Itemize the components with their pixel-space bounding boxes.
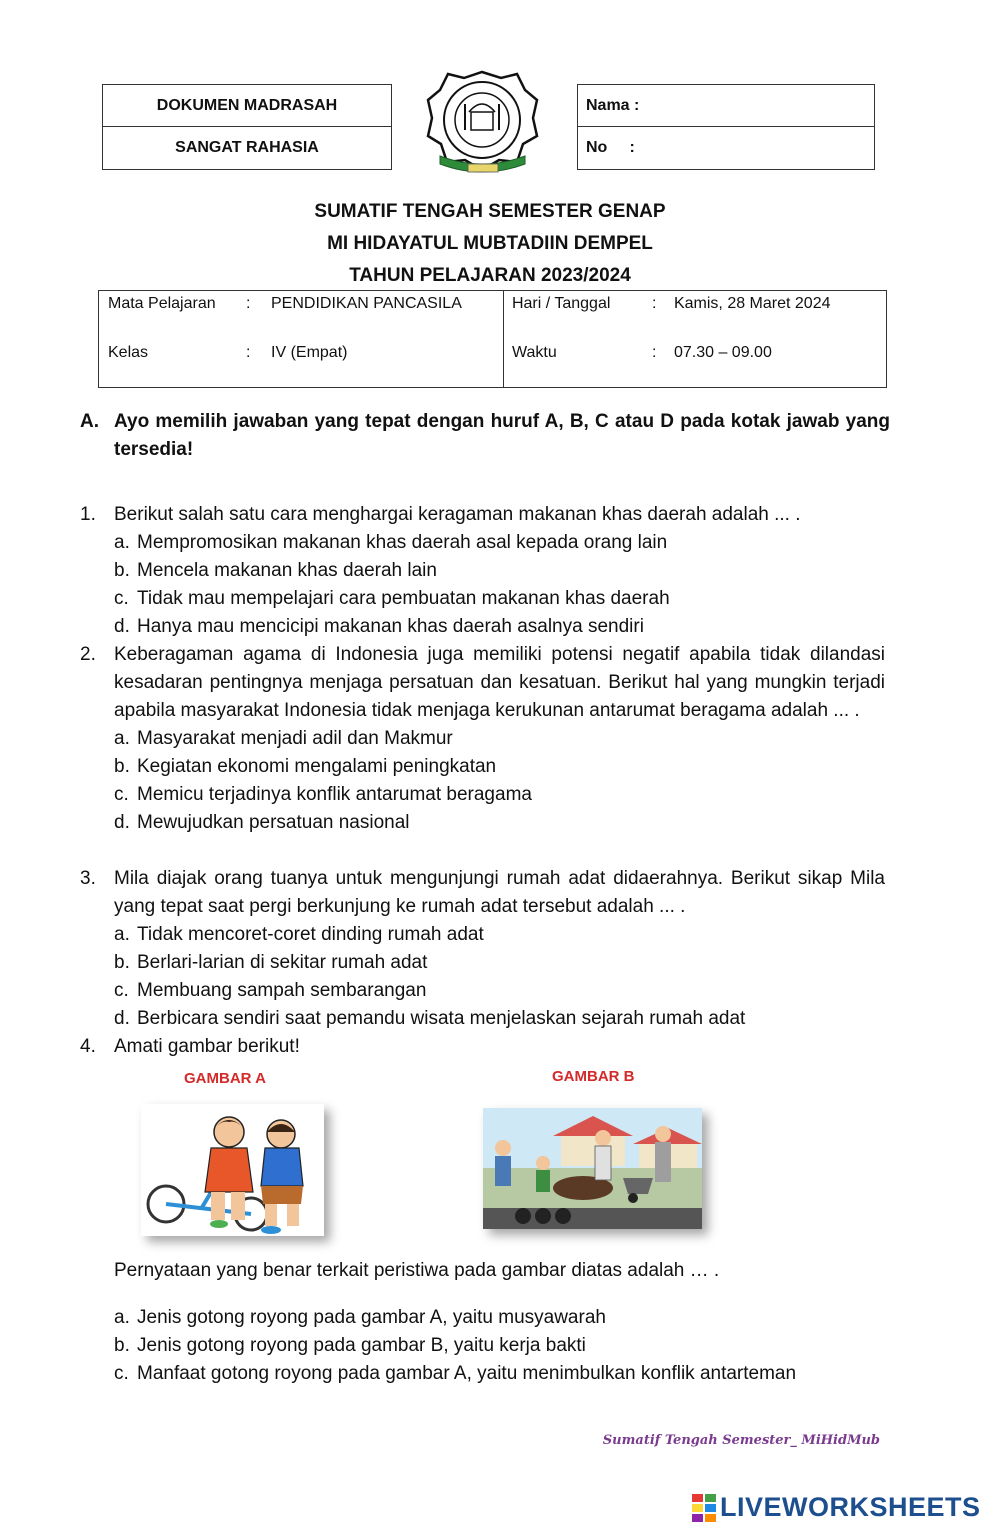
- question-number: 1.: [80, 504, 96, 525]
- option-text: Mewujudkan persatuan nasional: [137, 812, 410, 833]
- number-field-label: No :: [586, 139, 635, 156]
- option-letter: d.: [114, 1008, 130, 1029]
- option-letter: d.: [114, 616, 130, 637]
- name-field-label: Nama :: [578, 85, 874, 127]
- option-letter: d.: [114, 812, 130, 833]
- gambar-b-label: GAMBAR B: [552, 1068, 635, 1085]
- question-2: [80, 641, 885, 837]
- option-text: Mencela makanan khas daerah lain: [137, 560, 437, 581]
- option-text: Berbicara sendiri saat pemandu wisata menjelaskan sejarah rumah adat: [137, 1008, 746, 1029]
- option-letter: a.: [114, 924, 130, 945]
- liveworksheets-wordmark: LIVEWORKSHEETS: [720, 1492, 981, 1522]
- day-label: Hari / Tanggal: [511, 295, 611, 312]
- question-4-statement: [80, 1257, 885, 1285]
- question-4-options: [80, 1304, 885, 1388]
- option-d[interactable]: [114, 1005, 885, 1033]
- option-letter: a.: [114, 728, 130, 749]
- option-b[interactable]: [114, 1332, 885, 1360]
- section-letter: A.: [80, 411, 99, 432]
- option-text: Memicu terjadinya konflik antarumat beragama: [137, 784, 532, 805]
- option-letter: c.: [114, 588, 129, 609]
- section-a-instruction: [80, 408, 890, 464]
- option-a[interactable]: [114, 725, 885, 753]
- question-1: [80, 501, 885, 641]
- option-text: Mempromosikan makanan khas daerah asal kepada orang lain: [137, 532, 668, 553]
- exam-info-table: [98, 290, 887, 388]
- option-text: Hanya mau mencicipi makanan khas daerah asalnya sendiri: [137, 616, 644, 637]
- secret-label: SANGAT RAHASIA: [175, 139, 319, 156]
- class-label: Kelas: [108, 344, 149, 361]
- gambar-b-illustration: [483, 1108, 702, 1229]
- option-letter: a.: [114, 1307, 130, 1328]
- madrasah-logo: [425, 68, 540, 176]
- question-4: [80, 1033, 885, 1061]
- time-value: 07.30 – 09.00: [673, 344, 772, 361]
- page-footer: Sumatif Tengah Semester_ MiHidMub: [602, 1433, 880, 1448]
- option-text: Tidak mencoret-coret dinding rumah adat: [137, 924, 484, 945]
- subject-colon: :: [246, 295, 251, 312]
- class-value: IV (Empat): [271, 344, 348, 361]
- option-text: Jenis gotong royong pada gambar A, yaitu musyawarah: [137, 1307, 606, 1328]
- option-c[interactable]: [114, 1360, 885, 1388]
- option-text: Membuang sampah sembarangan: [137, 980, 427, 1001]
- option-c[interactable]: [114, 585, 885, 613]
- question-number: 3.: [80, 868, 96, 889]
- time-colon: :: [651, 344, 657, 361]
- gambar-a-illustration: [141, 1104, 324, 1236]
- option-letter: b.: [114, 560, 130, 581]
- option-text: Jenis gotong royong pada gambar B, yaitu kerja bakti: [137, 1335, 586, 1356]
- option-letter: c.: [114, 980, 129, 1001]
- time-label: Waktu: [511, 344, 557, 361]
- header-left-box: [102, 84, 392, 170]
- option-a[interactable]: [114, 529, 885, 557]
- subject-value: PENDIDIKAN PANCASILA: [271, 295, 462, 312]
- option-letter: b.: [114, 1335, 130, 1356]
- option-b[interactable]: [114, 753, 885, 781]
- option-text: Masyarakat menjadi adil dan Makmur: [137, 728, 453, 749]
- document-label: DOKUMEN MADRASAH: [103, 85, 391, 127]
- liveworksheets-brand[interactable]: [692, 1492, 981, 1523]
- option-text: Tidak mau mempelajari cara pembuatan makanan khas daerah: [137, 588, 670, 609]
- option-a[interactable]: [114, 1304, 885, 1332]
- option-b[interactable]: [114, 557, 885, 585]
- title-line-3: TAHUN PELAJARAN 2023/2024: [349, 265, 631, 286]
- title-line-1: SUMATIF TENGAH SEMESTER GENAP: [314, 201, 666, 222]
- question-statement: Pernyataan yang benar terkait peristiwa pada gambar diatas adalah … .: [114, 1260, 720, 1281]
- option-text: Kegiatan ekonomi mengalami peningkatan: [137, 756, 497, 777]
- class-colon: :: [246, 344, 251, 361]
- option-text: Manfaat gotong royong pada gambar A, yaitu menimbulkan konflik antarteman: [137, 1363, 797, 1384]
- question-number: 4.: [80, 1036, 96, 1057]
- question-3: [80, 865, 885, 1033]
- info-right-column: [504, 291, 886, 387]
- option-d[interactable]: [114, 809, 885, 837]
- option-c[interactable]: [114, 977, 885, 1005]
- day-value: Kamis, 28 Maret 2024: [673, 295, 831, 312]
- option-d[interactable]: [114, 613, 885, 641]
- option-b[interactable]: [114, 949, 885, 977]
- gambar-a-label: GAMBAR A: [184, 1070, 266, 1087]
- option-letter: c.: [114, 1363, 129, 1384]
- option-text: Berlari-larian di sekitar rumah adat: [137, 952, 428, 973]
- info-left-column: [99, 291, 504, 387]
- header-right-box: [577, 84, 875, 170]
- option-letter: b.: [114, 952, 130, 973]
- question-stem: Berikut salah satu cara menghargai keragaman makanan khas daerah adalah ... .: [114, 504, 801, 525]
- option-letter: a.: [114, 532, 130, 553]
- subject-label: Mata Pelajaran: [108, 295, 216, 312]
- liveworksheets-logo-icon: [692, 1494, 716, 1522]
- question-stem: Keberagaman agama di Indonesia juga memiliki potensi negatif apabila tidak dilandasi kesadaran pentingnya menjaga persatuan dan kesatuan. Berikut hal yang mungkin terjadi apabila masyarakat Indonesia tidak menjaga kerukunan antarumat beragama adalah ... .: [114, 644, 885, 721]
- option-letter: c.: [114, 784, 129, 805]
- option-c[interactable]: [114, 781, 885, 809]
- option-a[interactable]: [114, 921, 885, 949]
- day-colon: :: [651, 295, 657, 312]
- question-stem: Mila diajak orang tuanya untuk mengunjungi rumah adat didaerahnya. Berikut sikap Mila yang tepat saat pergi berkunjung ke rumah adat tersebut adalah ... .: [114, 868, 885, 917]
- option-letter: b.: [114, 756, 130, 777]
- question-stem: Amati gambar berikut!: [114, 1036, 300, 1057]
- question-number: 2.: [80, 644, 96, 665]
- exam-titles: [0, 196, 980, 292]
- title-line-2: MI HIDAYATUL MUBTADIIN DEMPEL: [327, 233, 653, 254]
- section-text: Ayo memilih jawaban yang tepat dengan huruf A, B, C atau D pada kotak jawab yang tersedia!: [114, 411, 890, 460]
